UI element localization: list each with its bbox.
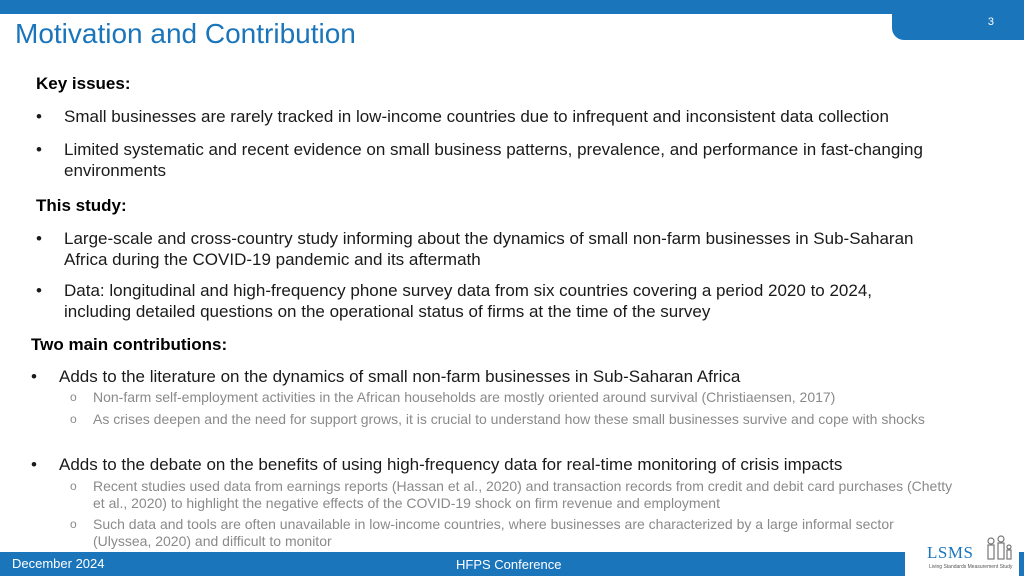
list-item <box>31 454 999 475</box>
circle-bullet-icon: o <box>70 479 77 493</box>
circle-bullet-icon: o <box>70 390 77 404</box>
sub-list-item <box>70 478 953 512</box>
bullet-text: Small businesses are rarely tracked in low-income countries due to infrequent and inconsistent data collection <box>64 107 889 126</box>
bullet-text: Data: longitudinal and high-frequency phone survey data from six countries covering a period 2020 to 2024, including detailed questions on the operational status of firms at the time of the survey <box>64 281 873 321</box>
sub-text: Such data and tools are often unavailable in low-income countries, where businesses are characterized by a large informal sector (Ulyssea, 2020) and difficult to monitor <box>93 516 894 549</box>
logo-subtitle: Living Standards Measurement Study <box>929 564 1013 570</box>
bullet-icon: • <box>36 107 42 126</box>
sub-text: Recent studies used data from earnings reports (Hassan et al., 2020) and transaction records from credit and debit card purchases (Chetty et al., 2020) to highlight the negative effects of the COVID-19 shock on firm revenue and employment <box>93 478 953 511</box>
family-icon <box>983 533 1013 563</box>
bullet-text: Large-scale and cross-country study informing about the dynamics of small non-farm businesses in Sub-Saharan Africa during the COVID-19 pandemic and its aftermath <box>64 229 914 269</box>
sub-list-item <box>70 411 993 428</box>
bullet-text: Adds to the literature on the dynamics of small non-farm businesses in Sub-Saharan Africa <box>59 367 741 386</box>
bullet-icon: • <box>31 367 37 386</box>
circle-bullet-icon: o <box>70 412 77 426</box>
list-item <box>36 106 1004 127</box>
sub-text: Non-farm self-employment activities in the African households are mostly oriented around survival (Christiaensen, 2017) <box>93 389 836 405</box>
list-item <box>36 280 934 322</box>
sub-list-item <box>70 516 953 550</box>
key-issues-heading: Key issues: <box>36 74 131 93</box>
footer-date: December 2024 <box>12 556 105 571</box>
circle-bullet-icon: o <box>70 517 77 531</box>
logo-text: LSMS <box>927 543 974 562</box>
bullet-icon: • <box>36 281 42 300</box>
contributions-heading: Two main contributions: <box>31 335 228 354</box>
bullet-icon: • <box>31 455 37 474</box>
bullet-text: Adds to the debate on the benefits of using high-frequency data for real-time monitoring of crisis impacts <box>59 455 843 474</box>
page-number: 3 <box>987 16 994 28</box>
list-item <box>31 366 999 387</box>
list-item <box>36 228 954 270</box>
sub-list-item <box>70 389 993 406</box>
this-study-heading: This study: <box>36 196 127 215</box>
slide-title: Motivation and Contribution <box>15 18 356 49</box>
bullet-icon: • <box>36 229 42 248</box>
footer-bar <box>0 552 1024 576</box>
footer-conference: HFPS Conference <box>456 557 562 572</box>
lsms-logo <box>905 531 1019 576</box>
sub-text: As crises deepen and the need for support grows, it is crucial to understand how these small businesses survive and cope with shocks <box>93 411 925 427</box>
bullet-text: Limited systematic and recent evidence on small business patterns, prevalence, and performance in fast-changing environments <box>64 140 923 180</box>
bullet-icon: • <box>36 140 42 159</box>
list-item <box>36 139 944 181</box>
